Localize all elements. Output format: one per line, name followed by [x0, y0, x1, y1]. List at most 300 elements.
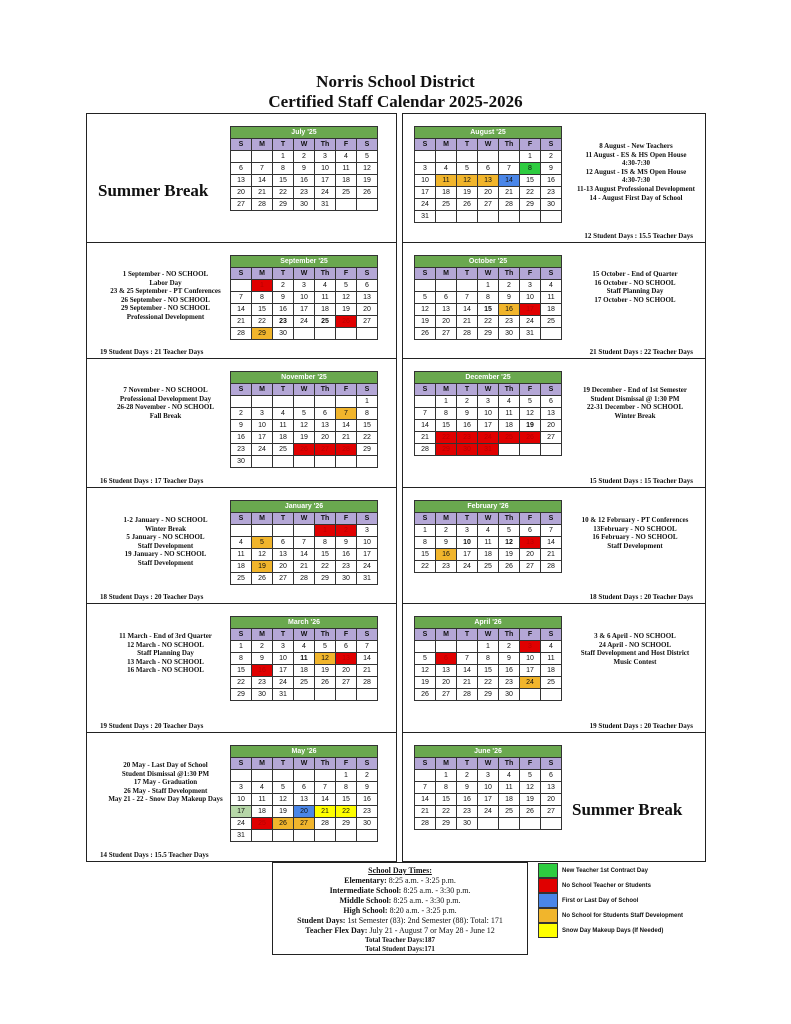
sdt-line: Teacher Flex Day: July 21 - August 7 or May 28 - June 12: [305, 926, 495, 935]
day-cell: 29: [478, 689, 499, 701]
day-cell: 18: [499, 794, 520, 806]
weekday-label: S: [541, 268, 562, 280]
day-cell: 13: [294, 794, 315, 806]
day-cell: 27: [436, 328, 457, 340]
day-cell: 6: [294, 782, 315, 794]
day-cell: 28: [294, 573, 315, 585]
day-cell: 21: [336, 432, 357, 444]
month-title: October '25: [415, 256, 562, 268]
weekday-label: S: [357, 268, 378, 280]
day-cell: 22: [478, 677, 499, 689]
day-cell: 5: [336, 280, 357, 292]
day-cell: 5: [415, 292, 436, 304]
weekday-label: Th: [499, 268, 520, 280]
day-cell: 15: [273, 175, 294, 187]
day-cell: 25: [273, 444, 294, 456]
day-cell: 6: [273, 537, 294, 549]
empty-cell: [231, 151, 252, 163]
day-cell: 18: [541, 665, 562, 677]
weekday-label: F: [336, 268, 357, 280]
legend-swatch: [538, 863, 558, 878]
day-cell: 8: [436, 782, 457, 794]
day-cell: 19: [252, 561, 273, 573]
day-cell: 5: [520, 770, 541, 782]
day-cell: 14: [252, 175, 273, 187]
empty-cell: [415, 280, 436, 292]
weekday-label: W: [294, 513, 315, 525]
weekday-label: S: [541, 384, 562, 396]
day-cell: 25: [252, 818, 273, 830]
notes-aug: [568, 142, 704, 202]
day-cell: 1: [436, 396, 457, 408]
note-line: 5 January - NO SCHOOL: [126, 533, 205, 542]
day-cell: 30: [357, 818, 378, 830]
day-cell: 20: [357, 304, 378, 316]
day-cell: 14: [457, 304, 478, 316]
empty-cell: [294, 689, 315, 701]
totals-mar: 19 Student Days : 20 Teacher Days: [100, 722, 204, 730]
day-cell: 3: [273, 641, 294, 653]
day-cell: 6: [231, 163, 252, 175]
day-cell: 8: [315, 537, 336, 549]
day-cell: 20: [336, 665, 357, 677]
note-line: 11 March - End of 3rd Quarter: [119, 632, 212, 640]
weekday-label: Th: [315, 268, 336, 280]
day-cell: 1: [357, 396, 378, 408]
day-cell: 21: [415, 432, 436, 444]
day-cell: 26: [294, 444, 315, 456]
day-cell: 16: [457, 420, 478, 432]
day-cell: 21: [457, 677, 478, 689]
district-name: Norris School District: [316, 72, 475, 91]
weekday-label: T: [273, 629, 294, 641]
note-line: 29 September - NO SCHOOL: [121, 304, 210, 313]
day-cell: 28: [231, 328, 252, 340]
day-cell: 1: [478, 280, 499, 292]
empty-cell: [541, 818, 562, 830]
note-line: 1 September - NO SCHOOL: [122, 270, 209, 278]
empty-cell: [457, 151, 478, 163]
note-line: 12 March - NO SCHOOL: [127, 640, 204, 649]
day-cell: 30: [336, 573, 357, 585]
weekday-label: F: [336, 513, 357, 525]
day-cell: 12: [499, 537, 520, 549]
day-cell: 4: [478, 525, 499, 537]
empty-cell: [336, 396, 357, 408]
day-cell: 19: [336, 304, 357, 316]
notes-oct: [566, 270, 704, 304]
empty-cell: [315, 328, 336, 340]
day-cell: 28: [457, 689, 478, 701]
weekday-label: S: [415, 629, 436, 641]
note-line: 1-2 January - NO SCHOOL: [123, 516, 208, 524]
day-cell: 6: [336, 641, 357, 653]
day-cell: 7: [499, 163, 520, 175]
day-cell: 16: [499, 304, 520, 316]
day-cell: 19: [357, 175, 378, 187]
day-cell: 7: [415, 408, 436, 420]
day-cell: 10: [520, 292, 541, 304]
day-cell: 16: [499, 665, 520, 677]
notes-apr: [566, 632, 704, 666]
day-cell: 15: [231, 665, 252, 677]
empty-cell: [520, 211, 541, 223]
day-cell: 15: [436, 420, 457, 432]
day-cell: 1: [415, 525, 436, 537]
day-cell: 14: [357, 653, 378, 665]
sdt-line: Elementary: 8:25 a.m. - 3:25 p.m.: [344, 876, 456, 885]
day-cell: 16: [294, 175, 315, 187]
day-cell: 2: [436, 525, 457, 537]
day-cell: 11: [499, 408, 520, 420]
day-cell: 20: [541, 794, 562, 806]
weekday-label: Th: [315, 629, 336, 641]
day-cell: 27: [541, 806, 562, 818]
day-cell: 28: [499, 199, 520, 211]
empty-cell: [357, 689, 378, 701]
notes-may: [88, 761, 243, 804]
legend-swatch: [538, 923, 558, 938]
month-title: June '26: [415, 746, 562, 758]
day-cell: 4: [252, 782, 273, 794]
day-cell: 13: [231, 175, 252, 187]
day-cell: 10: [294, 292, 315, 304]
legend-item: [538, 863, 683, 878]
empty-cell: [457, 641, 478, 653]
day-cell: 9: [252, 653, 273, 665]
empty-cell: [357, 328, 378, 340]
day-cell: 3: [520, 641, 541, 653]
weekday-label: S: [231, 758, 252, 770]
day-cell: 31: [315, 199, 336, 211]
weekday-label: F: [336, 384, 357, 396]
empty-cell: [541, 328, 562, 340]
day-cell: 15: [436, 794, 457, 806]
day-cell: 15: [520, 175, 541, 187]
day-cell: 1: [336, 770, 357, 782]
day-cell: 28: [252, 199, 273, 211]
note-line: 13February - NO SCHOOL: [593, 524, 677, 533]
day-cell: 8: [273, 163, 294, 175]
day-cell: 17: [457, 549, 478, 561]
day-cell: 7: [457, 653, 478, 665]
weekday-label: S: [541, 758, 562, 770]
day-cell: 23: [252, 677, 273, 689]
calendar-may: [230, 745, 378, 842]
day-cell: 31: [415, 211, 436, 223]
day-cell: 8: [415, 537, 436, 549]
empty-cell: [541, 444, 562, 456]
weekday-label: M: [252, 139, 273, 151]
empty-cell: [357, 830, 378, 842]
weekday-label: F: [520, 758, 541, 770]
weekday-label: F: [336, 139, 357, 151]
day-cell: 30: [273, 328, 294, 340]
note-line: 14 - August First Day of School: [589, 193, 683, 202]
totals-sep: 19 Student Days : 21 Teacher Days: [100, 348, 204, 356]
note-line: 19 January - NO SCHOOL: [124, 550, 207, 559]
day-cell: 5: [499, 525, 520, 537]
day-cell: 12: [336, 292, 357, 304]
day-cell: 16: [457, 794, 478, 806]
weekday-label: Th: [499, 629, 520, 641]
day-cell: 29: [357, 444, 378, 456]
day-cell: 21: [541, 549, 562, 561]
day-cell: 4: [436, 163, 457, 175]
day-cell: 27: [541, 432, 562, 444]
day-cell: 2: [231, 408, 252, 420]
weekday-label: W: [294, 758, 315, 770]
day-cell: 18: [273, 432, 294, 444]
day-cell: 25: [499, 432, 520, 444]
day-cell: 26: [499, 561, 520, 573]
day-cell: 22: [357, 432, 378, 444]
day-cell: 3: [357, 525, 378, 537]
day-cell: 13: [520, 537, 541, 549]
day-cell: 2: [336, 525, 357, 537]
day-cell: 8: [478, 292, 499, 304]
empty-cell: [436, 211, 457, 223]
calendar-jan: [230, 500, 378, 585]
day-cell: 12: [415, 304, 436, 316]
day-cell: 8: [436, 408, 457, 420]
day-cell: 24: [315, 187, 336, 199]
school-day-times-heading: School Day Times:: [368, 866, 432, 875]
day-cell: 10: [478, 408, 499, 420]
weekday-label: T: [457, 268, 478, 280]
day-cell: 11: [252, 794, 273, 806]
day-cell: 15: [357, 420, 378, 432]
note-line: Winter Break: [144, 524, 187, 533]
note-line: Winter Break: [614, 411, 656, 420]
day-cell: 17: [315, 175, 336, 187]
empty-cell: [273, 396, 294, 408]
day-cell: 13: [315, 420, 336, 432]
weekday-label: M: [436, 139, 457, 151]
note-line: 16 October - NO SCHOOL: [594, 278, 676, 287]
day-cell: 16: [231, 432, 252, 444]
day-cell: 9: [436, 537, 457, 549]
day-cell: 23: [231, 444, 252, 456]
weekday-label: T: [273, 268, 294, 280]
legend-label: First or Last Day of School: [562, 897, 639, 904]
day-cell: 12: [520, 408, 541, 420]
day-cell: 14: [499, 175, 520, 187]
weekday-label: Th: [499, 513, 520, 525]
note-line: 10 & 12 February - PT Conferences: [581, 516, 689, 524]
day-cell: 25: [478, 561, 499, 573]
day-cell: 9: [294, 163, 315, 175]
day-cell: 23: [499, 677, 520, 689]
weekday-label: Th: [499, 758, 520, 770]
day-cell: 21: [294, 561, 315, 573]
weekday-label: M: [252, 629, 273, 641]
day-cell: 26: [273, 818, 294, 830]
note-line: 16 February - NO SCHOOL: [592, 533, 678, 542]
day-cell: 27: [520, 561, 541, 573]
day-cell: 10: [478, 782, 499, 794]
weekday-label: T: [457, 384, 478, 396]
empty-cell: [415, 641, 436, 653]
note-line: Student Dismissal @1:30 PM: [121, 769, 210, 778]
day-cell: 14: [231, 304, 252, 316]
day-cell: 17: [415, 187, 436, 199]
empty-cell: [336, 689, 357, 701]
weekday-label: M: [436, 758, 457, 770]
empty-cell: [315, 830, 336, 842]
day-cell: 12: [294, 420, 315, 432]
day-cell: 3: [252, 408, 273, 420]
legend-label: No School Teacher or Students: [562, 882, 651, 889]
notes-jan: [88, 516, 243, 568]
day-cell: 21: [315, 806, 336, 818]
day-cell: 7: [231, 292, 252, 304]
day-cell: 13: [541, 782, 562, 794]
weekday-label: W: [294, 384, 315, 396]
day-cell: 15: [252, 304, 273, 316]
empty-cell: [336, 328, 357, 340]
day-cell: 28: [457, 328, 478, 340]
weekday-label: T: [273, 758, 294, 770]
calendar-mar: [230, 616, 378, 701]
day-cell: 1: [436, 770, 457, 782]
day-cell: 29: [436, 818, 457, 830]
day-cell: 2: [541, 151, 562, 163]
weekday-label: S: [357, 513, 378, 525]
note-line: Staff Development and Host District: [580, 649, 690, 658]
day-cell: 16: [357, 794, 378, 806]
month-title: August '25: [415, 127, 562, 139]
day-cell: 30: [499, 328, 520, 340]
calendar-nov: [230, 371, 378, 468]
weekday-label: T: [273, 384, 294, 396]
day-cell: 19: [520, 794, 541, 806]
note-line: 7 November - NO SCHOOL: [123, 386, 208, 394]
day-cell: 27: [478, 199, 499, 211]
empty-cell: [315, 456, 336, 468]
sdt-line: High School: 8:20 a.m. - 3:25 p.m.: [343, 906, 457, 915]
weekday-label: S: [357, 139, 378, 151]
weekday-label: M: [436, 513, 457, 525]
totals-nov: 16 Student Days : 17 Teacher Days: [100, 477, 204, 485]
weekday-label: S: [231, 139, 252, 151]
day-cell: 18: [336, 175, 357, 187]
empty-cell: [457, 211, 478, 223]
empty-cell: [499, 211, 520, 223]
day-cell: 24: [478, 432, 499, 444]
empty-cell: [294, 396, 315, 408]
note-line: 11-13 August Professional Development: [577, 184, 695, 193]
empty-cell: [357, 199, 378, 211]
empty-cell: [520, 818, 541, 830]
day-cell: 20: [294, 806, 315, 818]
empty-cell: [336, 199, 357, 211]
day-cell: 14: [415, 420, 436, 432]
empty-cell: [273, 525, 294, 537]
day-cell: 13: [478, 175, 499, 187]
day-cell: 3: [478, 770, 499, 782]
day-cell: 22: [436, 432, 457, 444]
empty-cell: [252, 525, 273, 537]
weekday-label: W: [478, 268, 499, 280]
note-line: Staff Development: [137, 558, 194, 567]
day-cell: 31: [273, 689, 294, 701]
weekday-label: M: [436, 629, 457, 641]
empty-cell: [273, 770, 294, 782]
calendar-apr: [414, 616, 562, 701]
day-cell: 4: [541, 280, 562, 292]
day-cell: 5: [273, 782, 294, 794]
day-cell: 21: [231, 316, 252, 328]
day-cell: 26: [252, 573, 273, 585]
day-cell: 4: [499, 396, 520, 408]
day-cell: 19: [499, 549, 520, 561]
day-cell: 8: [336, 782, 357, 794]
empty-cell: [336, 456, 357, 468]
legend-item: [538, 923, 683, 938]
empty-cell: [252, 151, 273, 163]
notes-sep: [88, 270, 243, 322]
day-cell: 19: [520, 420, 541, 432]
weekday-label: W: [294, 139, 315, 151]
day-cell: 7: [315, 782, 336, 794]
day-cell: 22: [252, 316, 273, 328]
day-cell: 20: [436, 316, 457, 328]
total-student-days: Total Student Days:171: [365, 945, 435, 953]
calendar-aug: [414, 126, 562, 223]
day-cell: 26: [336, 316, 357, 328]
weekday-label: T: [457, 758, 478, 770]
day-cell: 8: [478, 653, 499, 665]
legend-label: Snow Day Makeup Days (If Needed): [562, 927, 664, 934]
day-cell: 11: [273, 420, 294, 432]
day-cell: 24: [457, 561, 478, 573]
total-teacher-days: Total Teacher Days:187: [364, 936, 435, 944]
day-cell: 9: [231, 420, 252, 432]
month-title: December '25: [415, 372, 562, 384]
day-cell: 30: [499, 689, 520, 701]
day-cell: 2: [499, 641, 520, 653]
day-cell: 23: [499, 316, 520, 328]
day-cell: 4: [315, 280, 336, 292]
calendar-oct: [414, 255, 562, 340]
day-cell: 13: [541, 408, 562, 420]
day-cell: 11: [478, 537, 499, 549]
day-cell: 27: [231, 199, 252, 211]
note-line: 24 April - NO SCHOOL: [598, 640, 672, 649]
totals-jan: 18 Student Days : 20 Teacher Days: [100, 593, 204, 601]
day-cell: 25: [541, 316, 562, 328]
month-title: February '26: [415, 501, 562, 513]
weekday-label: S: [415, 384, 436, 396]
note-line: 20 May - Last Day of School: [123, 761, 208, 769]
day-cell: 31: [231, 830, 252, 842]
legend-label: No School for Students Staff Development: [562, 912, 684, 919]
day-cell: 14: [541, 537, 562, 549]
day-cell: 17: [478, 420, 499, 432]
weekday-label: Th: [315, 513, 336, 525]
notes-nov: [88, 386, 243, 420]
note-line: 4:30-7:30: [622, 159, 650, 168]
day-cell: 17: [231, 806, 252, 818]
empty-cell: [415, 151, 436, 163]
day-cell: 6: [478, 163, 499, 175]
day-cell: 17: [357, 549, 378, 561]
day-cell: 2: [457, 770, 478, 782]
summer-break-label-jun: Summer Break: [572, 800, 683, 819]
day-cell: 12: [357, 163, 378, 175]
day-cell: 4: [336, 151, 357, 163]
